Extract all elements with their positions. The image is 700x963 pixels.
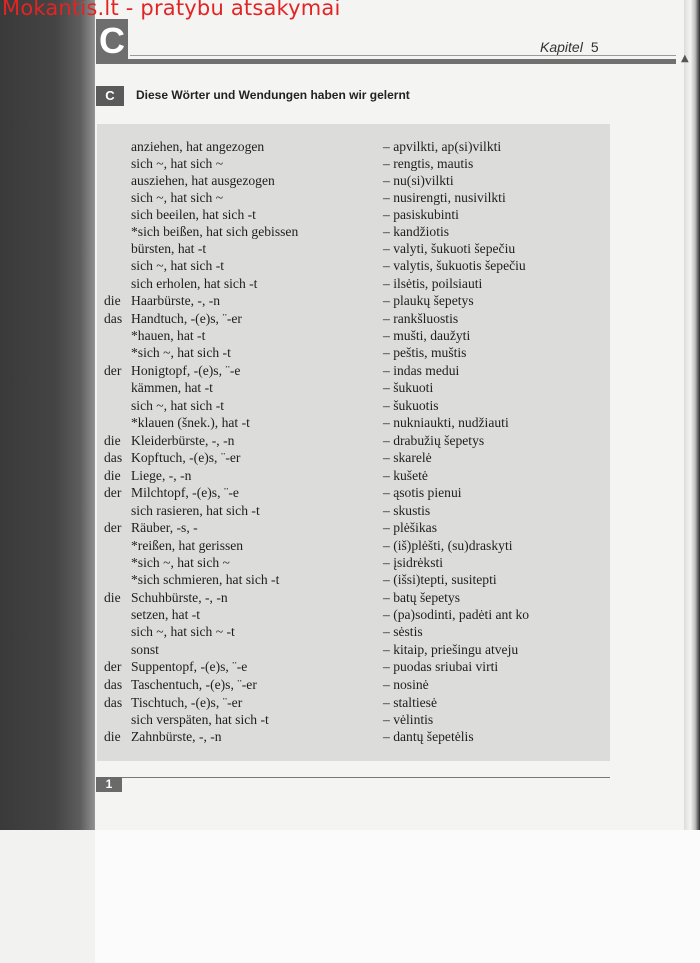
article: der <box>104 485 122 500</box>
lithuanian-translation: – (pa)sodinti, padėti ant ko <box>383 607 530 622</box>
vocabulary-row <box>97 223 610 240</box>
vocabulary-row <box>97 327 610 344</box>
article: die <box>104 433 121 448</box>
german-term: sich beeilen, hat sich -t <box>131 207 256 222</box>
vocabulary-row <box>97 310 610 327</box>
vocabulary-row <box>97 694 610 711</box>
german-term: bürsten, hat -t <box>131 241 207 256</box>
german-term: Honigtopf, -(e)s, ¨-e <box>131 363 241 378</box>
german-term: sich ~, hat sich ~ <box>131 156 224 171</box>
lithuanian-translation: – puodas sriubai virti <box>383 659 499 674</box>
vocabulary-row <box>97 344 610 361</box>
section-title: Diese Wörter und Wendungen haben wir gelernt <box>136 88 410 102</box>
lithuanian-translation: – kitaip, priešingu atveju <box>383 642 519 657</box>
vocabulary-row <box>97 449 610 466</box>
vocabulary-row <box>97 537 610 554</box>
german-term: *reißen, hat gerissen <box>131 538 244 553</box>
page-right-edge <box>684 0 700 830</box>
german-term: *hauen, hat -t <box>131 328 206 343</box>
lithuanian-translation: – nusirengti, nusivilkti <box>383 190 506 205</box>
article: der <box>104 659 122 674</box>
lithuanian-translation: – peštis, muštis <box>383 345 467 360</box>
vocabulary-row <box>97 484 610 501</box>
vocabulary-row <box>97 257 610 274</box>
lithuanian-translation: – (išsi)tepti, susitepti <box>383 572 497 587</box>
lithuanian-translation: – šukuoti <box>383 380 434 395</box>
lithuanian-translation: – šukuotis <box>383 398 439 413</box>
german-term: Räuber, -s, - <box>131 520 198 535</box>
german-term: sich erholen, hat sich -t <box>131 276 258 291</box>
lithuanian-translation: – apvilkti, ap(si)vilkti <box>383 139 502 154</box>
lithuanian-translation: – plėšikas <box>383 520 437 535</box>
german-term: Taschentuch, -(e)s, ¨-er <box>131 677 257 692</box>
vocabulary-row <box>97 138 610 155</box>
lithuanian-translation: – kandžiotis <box>383 224 450 239</box>
lithuanian-translation: – ąsotis pienui <box>383 485 462 500</box>
vocabulary-row <box>97 676 610 693</box>
lithuanian-translation: – batų šepetys <box>383 590 461 605</box>
vocabulary-row <box>97 554 610 571</box>
article: die <box>104 293 121 308</box>
lithuanian-translation: – drabužių šepetys <box>383 433 485 448</box>
german-term: Kleiderbürste, -, -n <box>131 433 235 448</box>
article: das <box>104 695 123 710</box>
german-term: setzen, hat -t <box>131 607 201 622</box>
vocabulary-row <box>97 155 610 172</box>
vocabulary-row <box>97 502 610 519</box>
corner-mark-icon: ▲ <box>681 53 689 64</box>
lithuanian-translation: – indas medui <box>383 363 460 378</box>
german-term: sich ~, hat sich ~ <box>131 190 224 205</box>
lithuanian-translation: – sėstis <box>383 624 423 639</box>
lithuanian-translation: – staltiesė <box>383 695 437 710</box>
watermark-text: Mokantis.lt - pratybu atsakymai <box>2 0 341 20</box>
lithuanian-translation: – vėlintis <box>383 712 434 727</box>
vocabulary-row <box>97 589 610 606</box>
article: das <box>104 677 123 692</box>
background-below-binding <box>0 830 100 963</box>
german-term: kämmen, hat -t <box>131 380 213 395</box>
german-term: Haarbürste, -, -n <box>131 293 221 308</box>
german-term: Handtuch, -(e)s, ¨-er <box>131 311 242 326</box>
lithuanian-translation: – rengtis, mautis <box>383 156 474 171</box>
chapter-heading <box>540 39 599 55</box>
lithuanian-translation: – skustis <box>383 503 431 518</box>
lithuanian-translation: – (iš)plėšti, (su)draskyti <box>383 538 513 553</box>
article: das <box>104 311 123 326</box>
article: die <box>104 729 121 744</box>
german-term: Kopftuch, -(e)s, ¨-er <box>131 450 241 465</box>
vocabulary-row <box>97 711 610 728</box>
german-term: sich ~, hat sich ~ -t <box>131 624 235 639</box>
vocabulary-row <box>97 292 610 309</box>
article: die <box>104 468 121 483</box>
german-term: sonst <box>131 642 159 657</box>
vocabulary-row <box>97 519 610 536</box>
lithuanian-translation: – valytis, šukuotis šepečiu <box>383 258 526 273</box>
german-term: Suppentopf, -(e)s, ¨-e <box>131 659 248 674</box>
book-binding-shadow <box>0 0 100 830</box>
lithuanian-translation: – ilsėtis, poilsiauti <box>383 276 483 291</box>
vocabulary-row <box>97 172 610 189</box>
chapter-label: Kapitel <box>540 39 583 55</box>
article: das <box>104 450 123 465</box>
vocabulary-row <box>97 206 610 223</box>
vocabulary-row <box>97 414 610 431</box>
german-term: *klauen (šnek.), hat -t <box>131 415 250 430</box>
vocabulary-row <box>97 728 610 745</box>
lithuanian-translation: – nukniaukti, nudžiauti <box>383 415 509 430</box>
german-term: Liege, -, -n <box>131 468 192 483</box>
page-number-box: 1 <box>96 777 122 792</box>
vocabulary-row <box>97 641 610 658</box>
lithuanian-translation: – rankšluostis <box>383 311 459 326</box>
header-thin-rule <box>130 55 676 56</box>
vocabulary-row <box>97 658 610 675</box>
german-term: Zahnbürste, -, -n <box>131 729 222 744</box>
vocabulary-row <box>97 362 610 379</box>
lithuanian-translation: – kušetė <box>383 468 428 483</box>
lithuanian-translation: – skarelė <box>383 450 432 465</box>
lithuanian-translation: – įsidrėksti <box>383 555 444 570</box>
german-term: Milchtopf, -(e)s, ¨-e <box>131 485 239 500</box>
german-term: anziehen, hat angezogen <box>131 139 265 154</box>
section-header <box>96 86 676 108</box>
header-rule <box>96 59 676 64</box>
vocabulary-row <box>97 467 610 484</box>
german-term: *sich beißen, hat sich gebissen <box>131 224 299 239</box>
vocabulary-row <box>97 275 610 292</box>
footer-rule <box>96 777 610 778</box>
lithuanian-translation: – dantų šepetėlis <box>383 729 474 744</box>
chapter-number: 5 <box>590 39 599 55</box>
lithuanian-translation: – plaukų šepetys <box>383 293 474 308</box>
vocabulary-row <box>97 623 610 640</box>
german-term: Schuhbürste, -, -n <box>131 590 228 605</box>
article: der <box>104 363 122 378</box>
german-term: sich rasieren, hat sich -t <box>131 503 260 518</box>
german-term: sich ~, hat sich -t <box>131 258 225 273</box>
lithuanian-translation: – nosinė <box>383 677 429 692</box>
vocabulary-row <box>97 189 610 206</box>
german-term: *sich schmieren, hat sich -t <box>131 572 280 587</box>
german-term: *sich ~, hat sich -t <box>131 345 231 360</box>
lithuanian-translation: – mušti, daužyti <box>383 328 471 343</box>
vocabulary-row <box>97 571 610 588</box>
background-below-page <box>95 830 700 963</box>
vocabulary-row <box>97 432 610 449</box>
vocabulary-row <box>97 397 610 414</box>
chapter-letter-box: C <box>96 19 128 63</box>
article: die <box>104 590 121 605</box>
german-term: sich ~, hat sich -t <box>131 398 225 413</box>
vocabulary-row <box>97 379 610 396</box>
german-term: Tischtuch, -(e)s, ¨-er <box>131 695 243 710</box>
german-term: ausziehen, hat ausgezogen <box>131 173 275 188</box>
vocabulary-row <box>97 606 610 623</box>
article: der <box>104 520 122 535</box>
german-term: *sich ~, hat sich ~ <box>131 555 230 570</box>
section-badge: C <box>96 86 124 106</box>
lithuanian-translation: – nu(si)vilkti <box>383 173 454 188</box>
lithuanian-translation: – pasiskubinti <box>383 207 459 222</box>
lithuanian-translation: – valyti, šukuoti šepečiu <box>383 241 516 256</box>
vocabulary-row <box>97 240 610 257</box>
german-term: sich verspäten, hat sich -t <box>131 712 269 727</box>
